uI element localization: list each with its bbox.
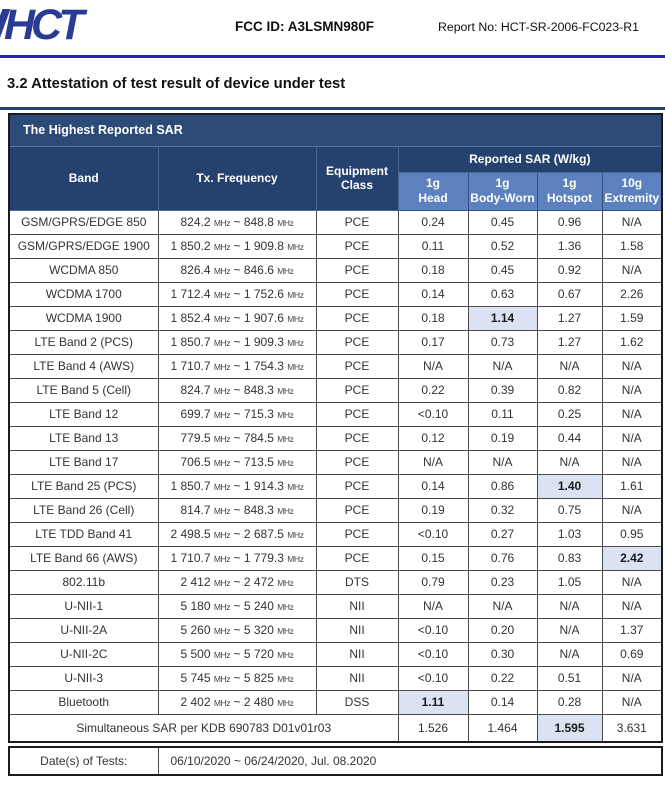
frequency-cell: 1 850.7 MHz ~ 1 909.3 MHz	[158, 330, 316, 354]
table-row	[9, 402, 662, 426]
column-header-reported-sar: Reported SAR (W/kg)	[398, 146, 662, 172]
mhz-unit: MHz	[277, 386, 294, 396]
frequency-cell: 706.5 MHz ~ 713.5 MHz	[158, 450, 316, 474]
sar-value-cell: 0.22	[468, 666, 537, 690]
frequency-cell: 1 850.7 MHz ~ 1 914.3 MHz	[158, 474, 316, 498]
sar-value-cell: 1.27	[537, 306, 602, 330]
column-header-1g-body-worn	[468, 172, 537, 210]
band-cell: WCDMA 850	[9, 258, 158, 282]
test-dates-label: Date(s) of Tests:	[9, 747, 158, 775]
frequency-cell: 1 852.4 MHz ~ 1 907.6 MHz	[158, 306, 316, 330]
band-cell: 802.11b	[9, 570, 158, 594]
simultaneous-value-cell: 1.464	[468, 714, 537, 742]
mhz-unit: MHz	[287, 554, 304, 564]
sar-value-cell: 0.22	[398, 378, 468, 402]
sar-value-cell: 0.19	[468, 426, 537, 450]
simultaneous-sar-row	[9, 714, 662, 742]
table-row	[9, 426, 662, 450]
mhz-unit: MHz	[213, 290, 231, 300]
mhz-unit: MHz	[287, 338, 304, 348]
column-header-1g-head	[398, 172, 468, 210]
sar-value-cell: 0.18	[398, 306, 468, 330]
mhz-unit: MHz	[213, 266, 231, 276]
sar-value-cell: 1.37	[602, 618, 662, 642]
equipment-class-cell: DSS	[316, 690, 398, 714]
mhz-unit: MHz	[277, 650, 294, 660]
band-cell: LTE Band 5 (Cell)	[9, 378, 158, 402]
band-cell: LTE Band 12	[9, 402, 158, 426]
table-row	[9, 642, 662, 666]
sar-value-cell: 2.26	[602, 282, 662, 306]
subheader-line: 1g	[495, 176, 510, 190]
frequency-cell: 1 710.7 MHz ~ 1 754.3 MHz	[158, 354, 316, 378]
sar-value-cell: 1.40	[537, 474, 602, 498]
sar-value-cell: 0.69	[602, 642, 662, 666]
mhz-unit: MHz	[213, 434, 231, 444]
simultaneous-value-cell: 1.595	[537, 714, 602, 742]
table-title-row	[9, 114, 662, 146]
subheader-line: 10g	[621, 176, 643, 190]
sar-value-cell: 0.95	[602, 522, 662, 546]
document-header	[0, 0, 665, 55]
equipment-class-cell: PCE	[316, 234, 398, 258]
mhz-unit: MHz	[277, 626, 294, 636]
subheader-line: 1g	[562, 176, 577, 190]
frequency-cell: 5 500 MHz ~ 5 720 MHz	[158, 642, 316, 666]
sar-value-cell: N/A	[537, 642, 602, 666]
table-row	[9, 618, 662, 642]
equipment-class-cell: PCE	[316, 330, 398, 354]
mhz-unit: MHz	[213, 338, 231, 348]
band-cell: GSM/GPRS/EDGE 1900	[9, 234, 158, 258]
band-cell: LTE Band 4 (AWS)	[9, 354, 158, 378]
column-header-equipment-class: Equipment Class	[316, 146, 398, 210]
sar-value-cell: N/A	[602, 378, 662, 402]
sar-value-cell: 0.24	[398, 210, 468, 234]
mhz-unit: MHz	[213, 482, 231, 492]
sar-value-cell: N/A	[602, 450, 662, 474]
sar-value-cell: 0.14	[398, 282, 468, 306]
sar-value-cell: 0.79	[398, 570, 468, 594]
sar-value-cell: N/A	[602, 666, 662, 690]
test-dates-row	[9, 747, 662, 775]
mhz-unit: MHz	[213, 674, 231, 684]
mhz-unit: MHz	[213, 386, 231, 396]
mhz-unit: MHz	[287, 290, 304, 300]
table-row	[9, 474, 662, 498]
band-cell: GSM/GPRS/EDGE 850	[9, 210, 158, 234]
table-row	[9, 690, 662, 714]
sar-value-cell: 0.14	[398, 474, 468, 498]
mhz-unit: MHz	[213, 578, 231, 588]
frequency-cell: 1 850.2 MHz ~ 1 909.8 MHz	[158, 234, 316, 258]
table-row	[9, 522, 662, 546]
sar-value-cell: <0.10	[398, 642, 468, 666]
sar-value-cell: 1.36	[537, 234, 602, 258]
sar-value-cell: 0.86	[468, 474, 537, 498]
mhz-unit: MHz	[277, 266, 294, 276]
sar-value-cell: 0.12	[398, 426, 468, 450]
sar-value-cell: 0.45	[468, 258, 537, 282]
table-row	[9, 306, 662, 330]
mhz-unit: MHz	[277, 410, 294, 420]
sar-value-cell: N/A	[468, 594, 537, 618]
equipment-class-cell: PCE	[316, 354, 398, 378]
frequency-cell: 5 260 MHz ~ 5 320 MHz	[158, 618, 316, 642]
sar-value-cell: 0.30	[468, 642, 537, 666]
subheader-line: Extremity	[604, 191, 660, 205]
mhz-unit: MHz	[213, 698, 231, 708]
table-row	[9, 258, 662, 282]
mhz-unit: MHz	[213, 362, 231, 372]
equipment-class-cell: NII	[316, 618, 398, 642]
sar-value-cell: <0.10	[398, 522, 468, 546]
table-row	[9, 498, 662, 522]
sar-value-cell: 1.14	[468, 306, 537, 330]
section-divider-rule	[0, 107, 665, 110]
column-header-tx-frequency: Tx. Frequency	[158, 146, 316, 210]
mhz-unit: MHz	[213, 650, 231, 660]
equipment-class-cell: NII	[316, 642, 398, 666]
band-cell: LTE Band 25 (PCS)	[9, 474, 158, 498]
table-row	[9, 234, 662, 258]
sar-value-cell: 0.27	[468, 522, 537, 546]
equipment-class-cell: NII	[316, 666, 398, 690]
mhz-unit: MHz	[213, 554, 231, 564]
sar-value-cell: 0.73	[468, 330, 537, 354]
band-cell: LTE Band 2 (PCS)	[9, 330, 158, 354]
mhz-unit: MHz	[277, 578, 294, 588]
subheader-line: 1g	[425, 176, 440, 190]
sar-value-cell: <0.10	[398, 618, 468, 642]
sar-value-cell: 0.82	[537, 378, 602, 402]
sar-value-cell: <0.10	[398, 402, 468, 426]
mhz-unit: MHz	[277, 458, 294, 468]
sar-value-cell: 0.11	[468, 402, 537, 426]
equipment-class-cell: PCE	[316, 306, 398, 330]
simultaneous-value-cell: 1.526	[398, 714, 468, 742]
sar-value-cell: 0.67	[537, 282, 602, 306]
frequency-cell: 824.2 MHz ~ 848.8 MHz	[158, 210, 316, 234]
sar-value-cell: N/A	[602, 426, 662, 450]
frequency-cell: 699.7 MHz ~ 715.3 MHz	[158, 402, 316, 426]
sar-value-cell: N/A	[537, 594, 602, 618]
sar-value-cell: 0.32	[468, 498, 537, 522]
sar-table-body	[9, 210, 662, 714]
table-row	[9, 210, 662, 234]
sar-value-cell: N/A	[602, 210, 662, 234]
frequency-cell: 779.5 MHz ~ 784.5 MHz	[158, 426, 316, 450]
table-row	[9, 666, 662, 690]
sar-value-cell: 0.19	[398, 498, 468, 522]
test-dates-value: 06/10/2020 ~ 06/24/2020, Jul. 08.2020	[158, 747, 662, 775]
frequency-cell: 824.7 MHz ~ 848.3 MHz	[158, 378, 316, 402]
sar-value-cell: 1.62	[602, 330, 662, 354]
table-row	[9, 450, 662, 474]
sar-value-cell: 1.11	[398, 690, 468, 714]
equipment-class-cell: PCE	[316, 546, 398, 570]
mhz-unit: MHz	[277, 218, 294, 228]
mhz-unit: MHz	[277, 698, 294, 708]
sar-value-cell: 0.83	[537, 546, 602, 570]
frequency-cell: 5 745 MHz ~ 5 825 MHz	[158, 666, 316, 690]
column-header-10g-extremity	[602, 172, 662, 210]
sar-table	[8, 113, 663, 743]
mhz-unit: MHz	[277, 506, 294, 516]
mhz-unit: MHz	[277, 602, 294, 612]
sar-value-cell: N/A	[468, 354, 537, 378]
mhz-unit: MHz	[213, 530, 231, 540]
sar-value-cell: 0.20	[468, 618, 537, 642]
sar-value-cell: 1.05	[537, 570, 602, 594]
sar-value-cell: 0.18	[398, 258, 468, 282]
equipment-class-cell: DTS	[316, 570, 398, 594]
sar-value-cell: N/A	[602, 570, 662, 594]
hct-logo: HCT	[4, 1, 81, 49]
mhz-unit: MHz	[213, 626, 231, 636]
table-row	[9, 594, 662, 618]
sar-value-cell: 0.39	[468, 378, 537, 402]
mhz-unit: MHz	[277, 434, 294, 444]
frequency-cell: 814.7 MHz ~ 848.3 MHz	[158, 498, 316, 522]
subheader-line: Head	[418, 191, 448, 205]
sar-value-cell: N/A	[602, 402, 662, 426]
column-header-1g-hotspot	[537, 172, 602, 210]
sar-table-container	[8, 113, 661, 776]
mhz-unit: MHz	[213, 602, 231, 612]
band-cell: LTE Band 26 (Cell)	[9, 498, 158, 522]
table-row	[9, 354, 662, 378]
sar-value-cell: N/A	[398, 450, 468, 474]
sar-value-cell: 1.61	[602, 474, 662, 498]
frequency-cell: 2 402 MHz ~ 2 480 MHz	[158, 690, 316, 714]
sar-value-cell: 0.28	[537, 690, 602, 714]
mhz-unit: MHz	[213, 218, 231, 228]
sar-value-cell: 1.59	[602, 306, 662, 330]
equipment-class-cell: PCE	[316, 402, 398, 426]
table-row	[9, 282, 662, 306]
band-cell: WCDMA 1700	[9, 282, 158, 306]
sar-value-cell: 0.44	[537, 426, 602, 450]
sar-value-cell: <0.10	[398, 666, 468, 690]
column-header-band: Band	[9, 146, 158, 210]
sar-value-cell: 0.23	[468, 570, 537, 594]
sar-value-cell: 0.45	[468, 210, 537, 234]
sar-value-cell: N/A	[537, 618, 602, 642]
sar-value-cell: N/A	[398, 354, 468, 378]
sar-value-cell: 0.15	[398, 546, 468, 570]
equipment-class-cell: PCE	[316, 258, 398, 282]
subheader-line: Hotspot	[546, 191, 593, 205]
mhz-unit: MHz	[287, 482, 304, 492]
band-cell: WCDMA 1900	[9, 306, 158, 330]
sar-value-cell: 0.75	[537, 498, 602, 522]
band-cell: U-NII-2A	[9, 618, 158, 642]
test-dates-table	[8, 746, 663, 776]
sar-value-cell: N/A	[398, 594, 468, 618]
band-cell: LTE Band 13	[9, 426, 158, 450]
sar-value-cell: 0.17	[398, 330, 468, 354]
mhz-unit: MHz	[287, 362, 304, 372]
sar-value-cell: 0.96	[537, 210, 602, 234]
frequency-cell: 1 710.7 MHz ~ 1 779.3 MHz	[158, 546, 316, 570]
sar-value-cell: N/A	[602, 258, 662, 282]
table-title: The Highest Reported SAR	[9, 114, 662, 146]
mhz-unit: MHz	[287, 314, 304, 324]
band-cell: Bluetooth	[9, 690, 158, 714]
frequency-cell: 826.4 MHz ~ 846.6 MHz	[158, 258, 316, 282]
sar-value-cell: N/A	[602, 594, 662, 618]
sar-value-cell: 0.51	[537, 666, 602, 690]
band-cell: U-NII-1	[9, 594, 158, 618]
sar-value-cell: 1.58	[602, 234, 662, 258]
mhz-unit: MHz	[213, 242, 231, 252]
frequency-cell: 2 412 MHz ~ 2 472 MHz	[158, 570, 316, 594]
mhz-unit: MHz	[287, 242, 304, 252]
sar-value-cell: N/A	[602, 354, 662, 378]
band-cell: U-NII-3	[9, 666, 158, 690]
sar-value-cell: N/A	[537, 450, 602, 474]
band-cell: LTE Band 17	[9, 450, 158, 474]
equipment-class-cell: PCE	[316, 426, 398, 450]
sar-value-cell: 1.27	[537, 330, 602, 354]
table-row	[9, 330, 662, 354]
equipment-class-cell: PCE	[316, 282, 398, 306]
sar-value-cell: N/A	[537, 354, 602, 378]
table-row	[9, 570, 662, 594]
sar-value-cell: N/A	[602, 498, 662, 522]
mhz-unit: MHz	[213, 506, 231, 516]
section-title: 3.2 Attestation of test result of device under test	[7, 76, 346, 92]
band-cell: LTE TDD Band 41	[9, 522, 158, 546]
sar-value-cell: 2.42	[602, 546, 662, 570]
mhz-unit: MHz	[277, 674, 294, 684]
sar-value-cell: 0.52	[468, 234, 537, 258]
sar-value-cell: 1.03	[537, 522, 602, 546]
mhz-unit: MHz	[287, 530, 304, 540]
band-cell: LTE Band 66 (AWS)	[9, 546, 158, 570]
equipment-class-cell: NII	[316, 594, 398, 618]
frequency-cell: 2 498.5 MHz ~ 2 687.5 MHz	[158, 522, 316, 546]
fcc-id-text: FCC ID: A3LSMN980F	[235, 19, 375, 34]
equipment-class-cell: PCE	[316, 522, 398, 546]
equipment-class-cell: PCE	[316, 378, 398, 402]
report-number-text: Report No: HCT-SR-2006-FC023-R1	[438, 20, 639, 34]
mhz-unit: MHz	[213, 458, 231, 468]
sar-value-cell: N/A	[468, 450, 537, 474]
table-row	[9, 378, 662, 402]
equipment-class-cell: PCE	[316, 210, 398, 234]
sar-value-cell: 0.92	[537, 258, 602, 282]
simultaneous-sar-label: Simultaneous SAR per KDB 690783 D01v01r03	[9, 714, 398, 742]
equipment-class-cell: PCE	[316, 474, 398, 498]
mhz-unit: MHz	[213, 410, 231, 420]
table-header-row	[9, 146, 662, 172]
band-cell: U-NII-2C	[9, 642, 158, 666]
equipment-class-cell: PCE	[316, 498, 398, 522]
sar-value-cell: 0.25	[537, 402, 602, 426]
sar-value-cell: 0.63	[468, 282, 537, 306]
sar-value-cell: 0.76	[468, 546, 537, 570]
frequency-cell: 5 180 MHz ~ 5 240 MHz	[158, 594, 316, 618]
simultaneous-value-cell: 3.631	[602, 714, 662, 742]
equipment-class-cell: PCE	[316, 450, 398, 474]
sar-value-cell: 0.11	[398, 234, 468, 258]
sar-value-cell: N/A	[602, 690, 662, 714]
sar-value-cell: 0.14	[468, 690, 537, 714]
mhz-unit: MHz	[213, 314, 231, 324]
frequency-cell: 1 712.4 MHz ~ 1 752.6 MHz	[158, 282, 316, 306]
header-divider-rule	[0, 55, 665, 58]
subheader-line: Body-Worn	[470, 191, 535, 205]
table-row	[9, 546, 662, 570]
